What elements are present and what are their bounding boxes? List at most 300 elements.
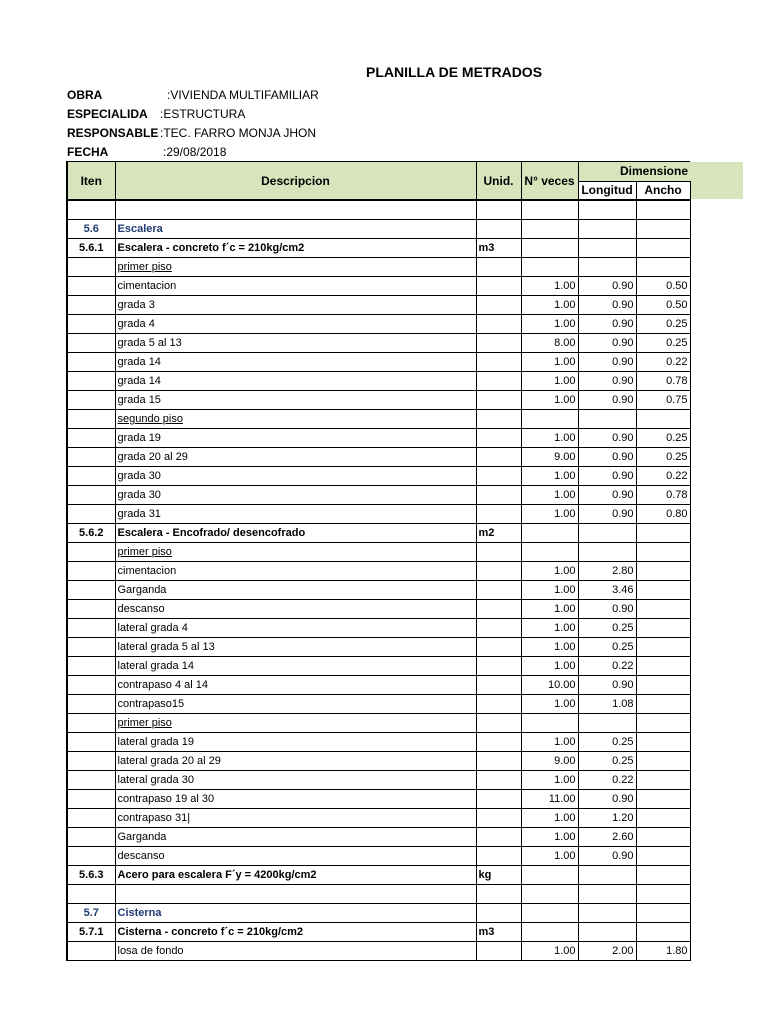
cell-item: 5.6 (67, 220, 115, 239)
cell-description: Acero para escalera F´y = 4200kg/cm2 (115, 866, 476, 885)
cell-ancho: 0.75 (636, 391, 690, 410)
cell-ancho: 0.25 (636, 334, 690, 353)
table-row (67, 752, 690, 771)
cell-description: contrapaso 19 al 30 (115, 790, 476, 809)
cell-description: primer piso (115, 258, 476, 277)
cell-longitud: 0.90 (578, 372, 636, 391)
cell-unit (476, 353, 521, 372)
table-header-row (67, 162, 690, 182)
cell-longitud: 1.20 (578, 809, 636, 828)
cell-veces: 1.00 (521, 486, 578, 505)
cell-description (115, 200, 476, 220)
cell-item (67, 296, 115, 315)
cell-unit: kg (476, 866, 521, 885)
cell-unit (476, 258, 521, 277)
cell-description: lateral grada 19 (115, 733, 476, 752)
cell-description: primer piso (115, 714, 476, 733)
cell-longitud: 0.90 (578, 315, 636, 334)
cell-item (67, 771, 115, 790)
cell-longitud: 1.08 (578, 695, 636, 714)
cell-longitud (578, 904, 636, 923)
table-row (67, 391, 690, 410)
cell-longitud: 2.80 (578, 562, 636, 581)
table-row (67, 448, 690, 467)
cell-longitud (578, 714, 636, 733)
table-row (67, 334, 690, 353)
cell-unit (476, 733, 521, 752)
cell-veces: 1.00 (521, 429, 578, 448)
cell-veces (521, 885, 578, 904)
cell-ancho (636, 771, 690, 790)
cell-description: descanso (115, 847, 476, 866)
cell-longitud: 0.25 (578, 619, 636, 638)
cell-item (67, 353, 115, 372)
cell-item (67, 657, 115, 676)
cell-item (67, 676, 115, 695)
cell-veces: 1.00 (521, 315, 578, 334)
cell-unit (476, 619, 521, 638)
cell-unit (476, 904, 521, 923)
info-label: ESPECIALIDA (67, 107, 148, 121)
table-row (67, 923, 690, 942)
info-especialidad (67, 107, 246, 121)
cell-unit (476, 220, 521, 239)
cell-longitud: 0.90 (578, 353, 636, 372)
table-row (67, 904, 690, 923)
cell-ancho (636, 828, 690, 847)
table-row (67, 581, 690, 600)
cell-veces: 1.00 (521, 467, 578, 486)
cell-description: cimentacion (115, 562, 476, 581)
cell-item (67, 448, 115, 467)
cell-unit (476, 638, 521, 657)
cell-description: grada 31 (115, 505, 476, 524)
table-row (67, 429, 690, 448)
cell-description: grada 14 (115, 372, 476, 391)
cell-description: Cisterna - concreto f´c = 210kg/cm2 (115, 923, 476, 942)
cell-unit (476, 885, 521, 904)
cell-item: 5.6.2 (67, 524, 115, 543)
cell-longitud: 0.90 (578, 334, 636, 353)
table-row (67, 277, 690, 296)
info-value: :TEC. FARRO MONJA JHON (160, 126, 317, 140)
cell-longitud (578, 258, 636, 277)
cell-item (67, 847, 115, 866)
cell-longitud: 0.22 (578, 771, 636, 790)
info-fecha (67, 145, 227, 159)
table-row (67, 315, 690, 334)
cell-longitud (578, 200, 636, 220)
header-ancho: Ancho (636, 181, 690, 200)
cell-description: Escalera (115, 220, 476, 239)
cell-longitud (578, 543, 636, 562)
cell-longitud (578, 524, 636, 543)
cell-ancho: 0.25 (636, 315, 690, 334)
header-dimensiones: Dimensione (578, 162, 690, 182)
cell-description: primer piso (115, 543, 476, 562)
cell-item (67, 258, 115, 277)
cell-ancho (636, 619, 690, 638)
cell-unit (476, 790, 521, 809)
cell-unit (476, 581, 521, 600)
cell-unit (476, 486, 521, 505)
cell-veces: 1.00 (521, 809, 578, 828)
cell-ancho: 0.22 (636, 353, 690, 372)
cell-ancho (636, 543, 690, 562)
cell-item (67, 600, 115, 619)
cell-unit (476, 657, 521, 676)
table-row (67, 657, 690, 676)
cell-unit (476, 809, 521, 828)
header-item: Iten (67, 162, 115, 201)
cell-description (115, 885, 476, 904)
cell-ancho (636, 200, 690, 220)
cell-veces: 1.00 (521, 619, 578, 638)
table-row (67, 676, 690, 695)
table-row (67, 562, 690, 581)
cell-item: 5.6.1 (67, 239, 115, 258)
cell-unit (476, 847, 521, 866)
cell-ancho (636, 847, 690, 866)
cell-ancho (636, 410, 690, 429)
cell-unit (476, 334, 521, 353)
cell-longitud: 0.90 (578, 277, 636, 296)
cell-veces: 1.00 (521, 733, 578, 752)
metrados-table (66, 161, 691, 961)
cell-ancho (636, 676, 690, 695)
cell-longitud: 0.25 (578, 752, 636, 771)
cell-item (67, 277, 115, 296)
cell-unit (476, 410, 521, 429)
cell-item (67, 410, 115, 429)
cell-unit (476, 429, 521, 448)
cell-unit (476, 676, 521, 695)
cell-description: contrapaso 31| (115, 809, 476, 828)
cell-longitud: 2.00 (578, 942, 636, 961)
cell-description: grada 30 (115, 467, 476, 486)
info-label: RESPONSABLE (67, 126, 159, 140)
cell-ancho: 1.80 (636, 942, 690, 961)
cell-unit (476, 543, 521, 562)
info-label: OBRA (67, 88, 103, 102)
cell-veces (521, 923, 578, 942)
cell-description: grada 4 (115, 315, 476, 334)
cell-longitud: 0.90 (578, 391, 636, 410)
info-obra (67, 88, 319, 102)
cell-unit: m3 (476, 923, 521, 942)
cell-longitud: 0.25 (578, 638, 636, 657)
cell-longitud (578, 220, 636, 239)
cell-veces (521, 200, 578, 220)
cell-item (67, 714, 115, 733)
cell-veces: 1.00 (521, 353, 578, 372)
cell-veces: 9.00 (521, 448, 578, 467)
cell-veces: 1.00 (521, 771, 578, 790)
cell-description: grada 14 (115, 353, 476, 372)
cell-veces: 9.00 (521, 752, 578, 771)
table-row (67, 942, 690, 961)
cell-description: cimentacion (115, 277, 476, 296)
cell-item (67, 733, 115, 752)
cell-veces (521, 904, 578, 923)
cell-unit (476, 448, 521, 467)
cell-ancho (636, 790, 690, 809)
cell-description: grada 5 al 13 (115, 334, 476, 353)
cell-veces: 1.00 (521, 296, 578, 315)
cell-unit (476, 695, 521, 714)
cell-ancho (636, 733, 690, 752)
cell-description: grada 20 al 29 (115, 448, 476, 467)
table-row (67, 809, 690, 828)
cell-unit (476, 296, 521, 315)
cell-description: Cisterna (115, 904, 476, 923)
cell-longitud: 0.22 (578, 657, 636, 676)
cell-item (67, 391, 115, 410)
cell-ancho (636, 809, 690, 828)
table-row (67, 885, 690, 904)
table-row (67, 220, 690, 239)
cell-longitud: 0.90 (578, 847, 636, 866)
cell-description: Escalera - concreto f´c = 210kg/cm2 (115, 239, 476, 258)
cell-item (67, 581, 115, 600)
cell-unit (476, 714, 521, 733)
cell-ancho: 0.50 (636, 277, 690, 296)
info-value: :ESTRUCTURA (160, 107, 246, 121)
cell-veces (521, 258, 578, 277)
table-row (67, 543, 690, 562)
header-unit: Unid. (476, 162, 521, 201)
cell-unit (476, 600, 521, 619)
cell-ancho: 0.25 (636, 448, 690, 467)
table-row (67, 866, 690, 885)
cell-veces: 1.00 (521, 847, 578, 866)
cell-unit (476, 200, 521, 220)
table-row (67, 600, 690, 619)
table-row (67, 353, 690, 372)
header-veces: N° veces (521, 162, 578, 201)
cell-longitud: 0.90 (578, 467, 636, 486)
cell-ancho (636, 904, 690, 923)
table-row (67, 505, 690, 524)
cell-longitud: 0.90 (578, 429, 636, 448)
cell-longitud: 0.90 (578, 505, 636, 524)
cell-longitud (578, 885, 636, 904)
info-label: FECHA (67, 145, 109, 159)
cell-item (67, 638, 115, 657)
cell-veces (521, 524, 578, 543)
cell-item (67, 505, 115, 524)
cell-item (67, 467, 115, 486)
cell-longitud: 0.90 (578, 296, 636, 315)
table-row (67, 638, 690, 657)
cell-description: segundo piso (115, 410, 476, 429)
cell-description: losa de fondo (115, 942, 476, 961)
cell-veces: 8.00 (521, 334, 578, 353)
cell-ancho: 0.78 (636, 372, 690, 391)
cell-veces: 1.00 (521, 581, 578, 600)
cell-longitud (578, 923, 636, 942)
cell-item (67, 429, 115, 448)
cell-unit (476, 467, 521, 486)
cell-item (67, 372, 115, 391)
cell-description: lateral grada 30 (115, 771, 476, 790)
cell-item (67, 790, 115, 809)
cell-veces: 1.00 (521, 277, 578, 296)
cell-unit (476, 942, 521, 961)
cell-item (67, 486, 115, 505)
cell-description: grada 30 (115, 486, 476, 505)
table-row (67, 467, 690, 486)
table-row (67, 733, 690, 752)
table-row (67, 200, 690, 220)
cell-unit: m2 (476, 524, 521, 543)
table-row (67, 239, 690, 258)
cell-longitud: 3.46 (578, 581, 636, 600)
cell-longitud (578, 410, 636, 429)
cell-veces: 10.00 (521, 676, 578, 695)
cell-description: lateral grada 5 al 13 (115, 638, 476, 657)
table-row (67, 714, 690, 733)
cell-unit (476, 771, 521, 790)
table-row (67, 790, 690, 809)
cell-item (67, 942, 115, 961)
cell-description: descanso (115, 600, 476, 619)
cell-unit (476, 315, 521, 334)
cell-ancho (636, 220, 690, 239)
cell-item (67, 543, 115, 562)
cell-veces (521, 866, 578, 885)
cell-ancho: 0.22 (636, 467, 690, 486)
cell-unit (476, 562, 521, 581)
table-row (67, 524, 690, 543)
cell-item (67, 885, 115, 904)
table-row (67, 847, 690, 866)
cell-description: grada 3 (115, 296, 476, 315)
cell-ancho (636, 239, 690, 258)
cell-description: lateral grada 14 (115, 657, 476, 676)
cell-ancho (636, 695, 690, 714)
cell-longitud (578, 866, 636, 885)
cell-veces (521, 543, 578, 562)
cell-description: grada 19 (115, 429, 476, 448)
cell-ancho (636, 258, 690, 277)
header-longitud: Longitud (578, 181, 636, 200)
cell-ancho (636, 524, 690, 543)
cell-item (67, 752, 115, 771)
cell-longitud: 0.90 (578, 790, 636, 809)
cell-ancho: 0.80 (636, 505, 690, 524)
cell-longitud: 0.90 (578, 600, 636, 619)
table-row (67, 410, 690, 429)
cell-description: Garganda (115, 581, 476, 600)
cell-unit (476, 372, 521, 391)
cell-ancho (636, 562, 690, 581)
cell-veces (521, 714, 578, 733)
cell-veces (521, 239, 578, 258)
table-row (67, 486, 690, 505)
table-row (67, 771, 690, 790)
table-row (67, 296, 690, 315)
cell-unit (476, 391, 521, 410)
cell-item: 5.6.3 (67, 866, 115, 885)
cell-ancho: 0.25 (636, 429, 690, 448)
cell-item (67, 315, 115, 334)
cell-ancho (636, 581, 690, 600)
table-row (67, 372, 690, 391)
cell-veces: 1.00 (521, 600, 578, 619)
cell-longitud: 0.90 (578, 676, 636, 695)
cell-longitud: 0.90 (578, 486, 636, 505)
cell-veces: 1.00 (521, 391, 578, 410)
cell-ancho (636, 714, 690, 733)
cell-veces (521, 220, 578, 239)
cell-item: 5.7.1 (67, 923, 115, 942)
cell-description: contrapaso15 (115, 695, 476, 714)
cell-veces: 1.00 (521, 372, 578, 391)
cell-veces: 1.00 (521, 828, 578, 847)
cell-description: Garganda (115, 828, 476, 847)
cell-ancho (636, 638, 690, 657)
cell-item (67, 619, 115, 638)
cell-veces: 11.00 (521, 790, 578, 809)
cell-description: Escalera - Encofrado/ desencofrado (115, 524, 476, 543)
info-value: :29/08/2018 (163, 145, 227, 159)
table-row (67, 828, 690, 847)
cell-item (67, 562, 115, 581)
cell-longitud (578, 239, 636, 258)
header-description: Descripcion (115, 162, 476, 201)
cell-item (67, 828, 115, 847)
cell-ancho: 0.78 (636, 486, 690, 505)
cell-description: lateral grada 4 (115, 619, 476, 638)
info-responsable (67, 126, 317, 140)
cell-veces (521, 410, 578, 429)
info-value: :VIVIENDA MULTIFAMILIAR (167, 88, 319, 102)
cell-ancho (636, 923, 690, 942)
cell-item (67, 334, 115, 353)
cell-longitud: 0.90 (578, 448, 636, 467)
cell-veces: 1.00 (521, 695, 578, 714)
cell-ancho (636, 752, 690, 771)
cell-item (67, 200, 115, 220)
cell-ancho (636, 600, 690, 619)
cell-ancho (636, 885, 690, 904)
cell-description: lateral grada 20 al 29 (115, 752, 476, 771)
cell-description: contrapaso 4 al 14 (115, 676, 476, 695)
cell-veces: 1.00 (521, 942, 578, 961)
cell-description: grada 15 (115, 391, 476, 410)
cell-ancho (636, 657, 690, 676)
cell-ancho (636, 866, 690, 885)
cell-veces: 1.00 (521, 562, 578, 581)
cell-veces: 1.00 (521, 638, 578, 657)
cell-veces: 1.00 (521, 657, 578, 676)
cell-unit: m3 (476, 239, 521, 258)
header-extension (690, 162, 743, 199)
cell-veces: 1.00 (521, 505, 578, 524)
cell-unit (476, 277, 521, 296)
cell-longitud: 0.25 (578, 733, 636, 752)
cell-item (67, 809, 115, 828)
table-row (67, 695, 690, 714)
cell-item: 5.7 (67, 904, 115, 923)
page-title: PLANILLA DE METRADOS (366, 64, 543, 80)
cell-ancho: 0.50 (636, 296, 690, 315)
cell-item (67, 695, 115, 714)
cell-longitud: 2.60 (578, 828, 636, 847)
table-row (67, 258, 690, 277)
table-row (67, 619, 690, 638)
